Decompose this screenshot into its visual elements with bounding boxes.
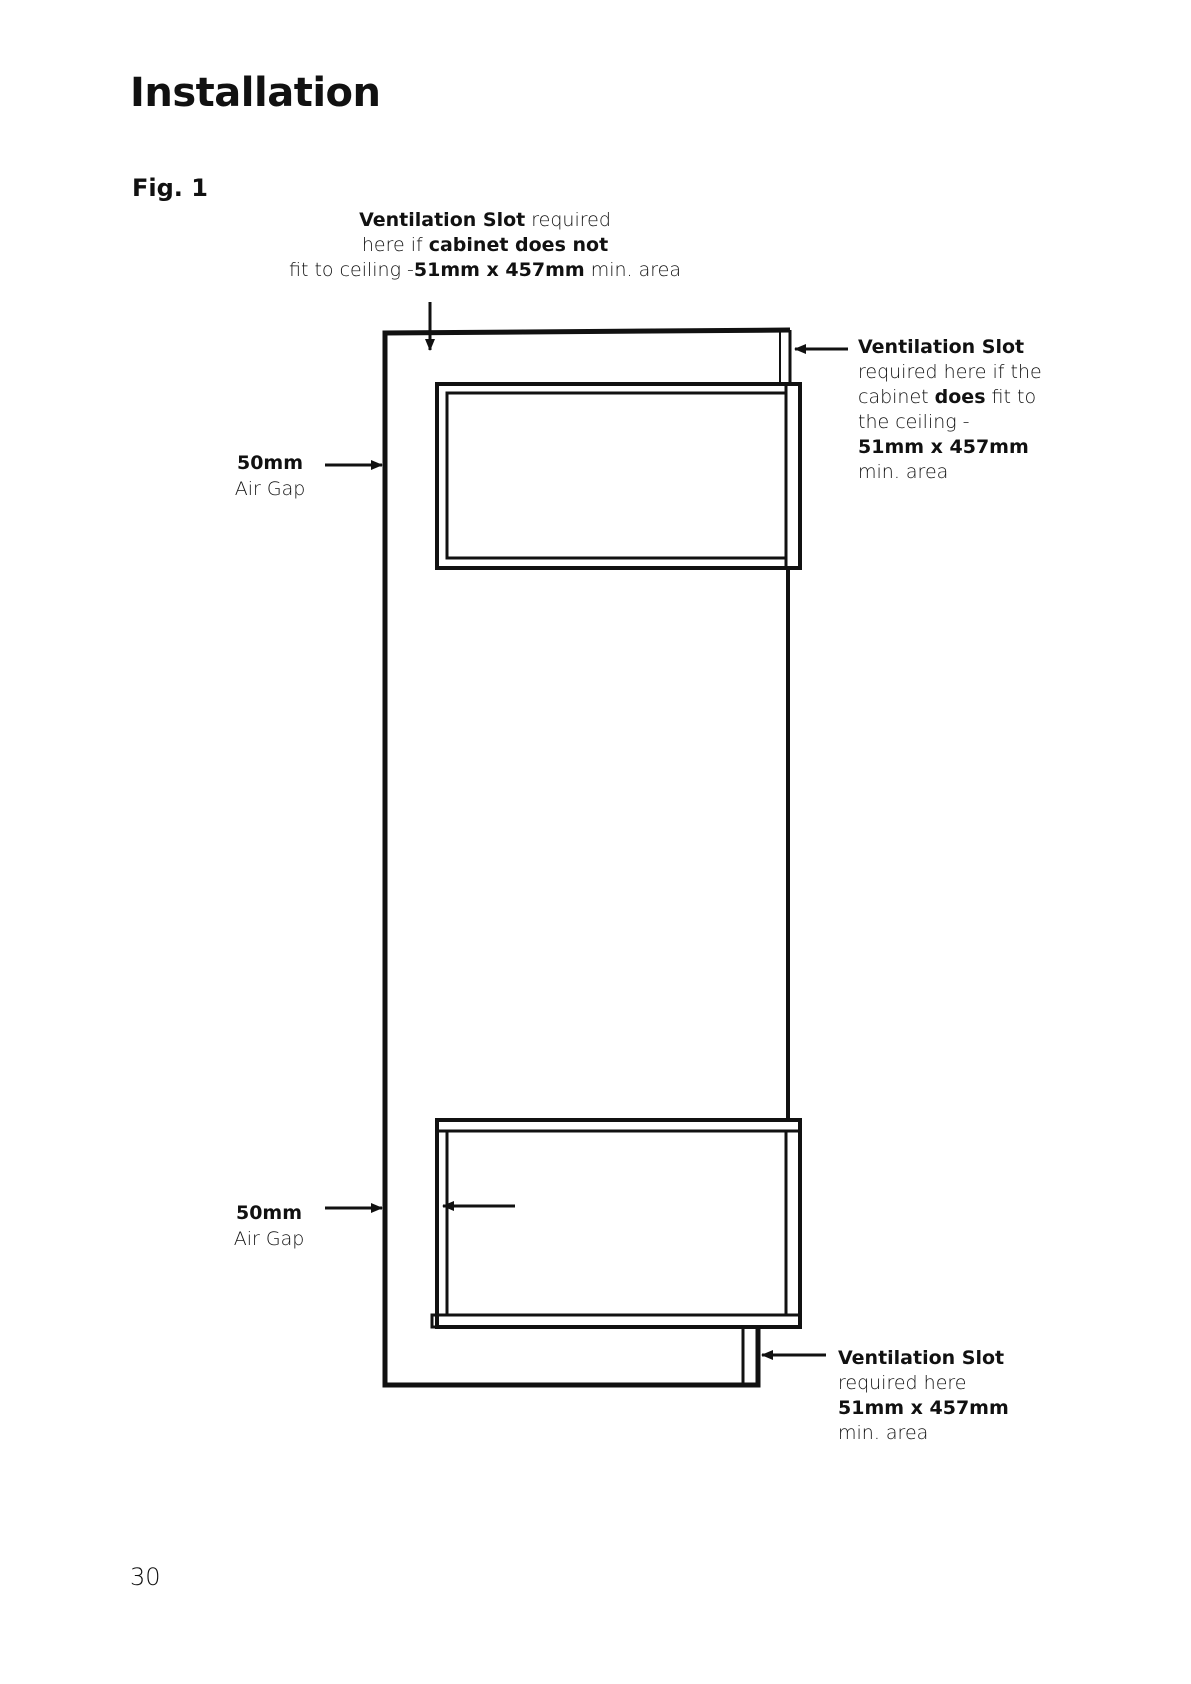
note-bottom-text-2: min. area bbox=[838, 1422, 929, 1444]
page-title: Installation bbox=[130, 70, 381, 116]
note-top-text-4: min. area bbox=[584, 259, 681, 281]
note-bottom-heading: Ventilation Slot bbox=[838, 1347, 1005, 1369]
note-top-text-1: required bbox=[525, 209, 611, 231]
air-gap-text: Air Gap bbox=[233, 1228, 305, 1250]
note-right-text-4: the ceiling - bbox=[858, 411, 970, 433]
note-top-dimensions: 51mm x 457mm bbox=[413, 259, 585, 281]
note-bottom-text-1: required here bbox=[838, 1372, 967, 1394]
upper-appliance-inner bbox=[447, 393, 786, 558]
note-top-bold-2: cabinet does not bbox=[428, 234, 609, 256]
note-right-dimensions: 51mm x 457mm bbox=[858, 436, 1029, 458]
air-gap-value: 50mm bbox=[235, 1202, 303, 1224]
air-gap-text: Air Gap bbox=[234, 478, 306, 500]
note-right-text-5: min. area bbox=[858, 461, 949, 483]
lower-appliance-outer bbox=[437, 1120, 800, 1327]
air-gap-value: 50mm bbox=[236, 452, 304, 474]
figure-label: Fig. 1 bbox=[132, 174, 208, 202]
note-right-text-3: fit to bbox=[985, 386, 1037, 408]
upper-appliance-outer bbox=[437, 384, 800, 568]
note-right-bold-2: does bbox=[934, 386, 986, 408]
page-number: 30 bbox=[130, 1563, 161, 1591]
note-right-heading: Ventilation Slot bbox=[858, 336, 1025, 358]
note-top-text-2: here if bbox=[361, 234, 429, 256]
note-bottom-dimensions: 51mm x 457mm bbox=[838, 1397, 1009, 1419]
note-top-heading: Ventilation Slot bbox=[359, 209, 526, 231]
note-right-text-1: required here if the bbox=[858, 361, 1042, 383]
note-right-text-2: cabinet bbox=[858, 386, 935, 408]
note-top-text-3: fit to ceiling - bbox=[289, 259, 414, 281]
